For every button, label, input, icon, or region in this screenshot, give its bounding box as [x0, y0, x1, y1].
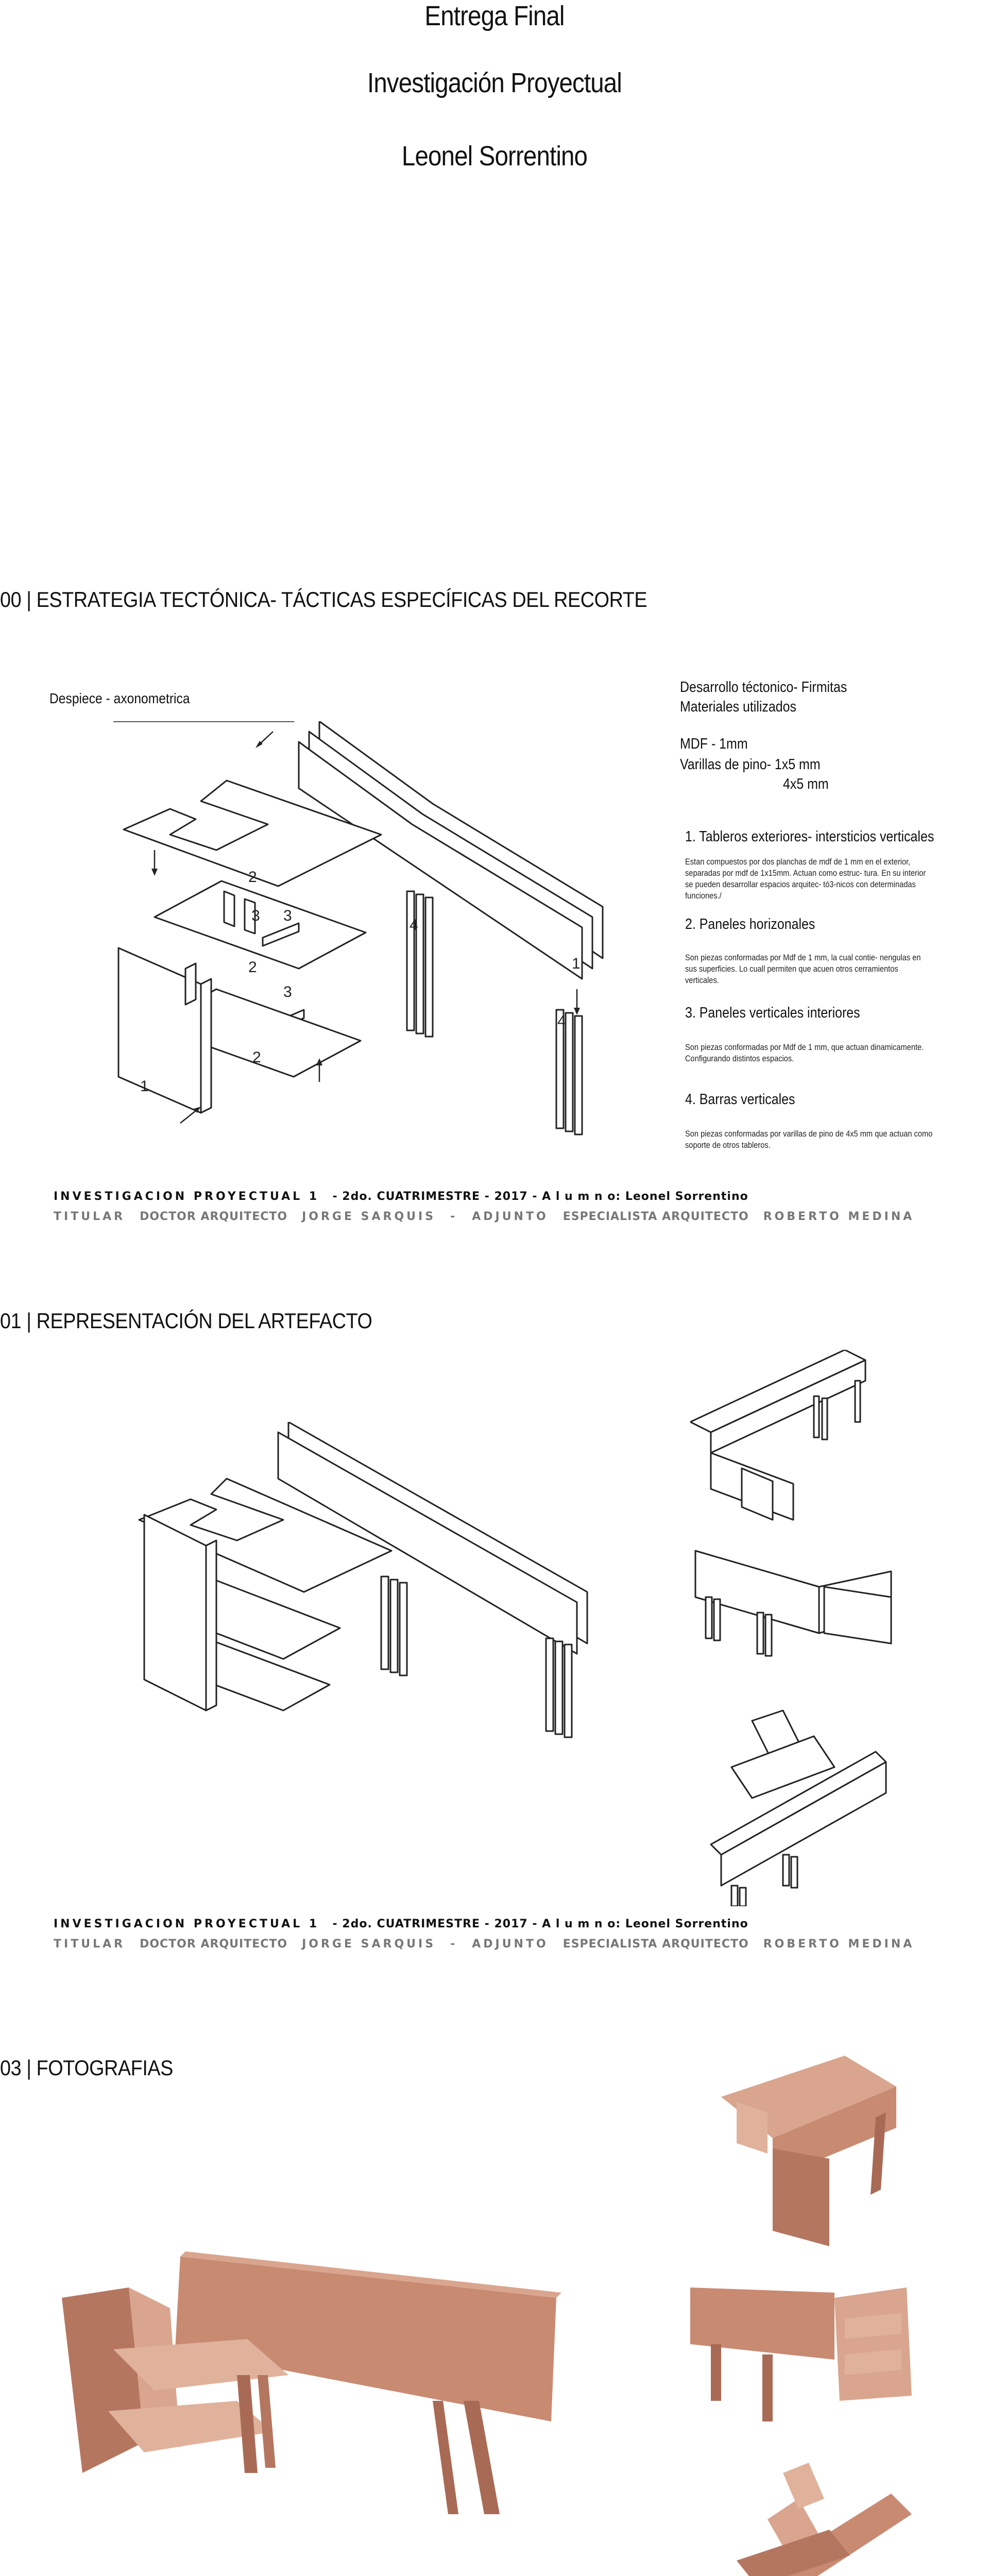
adjunto-degree: ESPECIALISTA ARQUITECTO	[562, 1938, 749, 1951]
adjunto-degree: ESPECIALISTA ARQUITECTO	[562, 1210, 749, 1223]
part-number: 3	[251, 907, 260, 924]
material-varillas-size: 4x5 mm	[783, 776, 829, 792]
course-details: - 2do. CUATRIMESTRE - 2017 - A l u m n o: Leonel Sorrentino	[332, 1918, 748, 1930]
despiece-label: Despiece - axonometrica	[49, 690, 190, 706]
part-number: 3	[283, 907, 292, 924]
part-number: 2	[252, 1049, 261, 1066]
model-photo-3	[706, 2442, 917, 2576]
cover-title: Entrega Final	[424, 1, 565, 31]
component-1-description: Estan compuestos por dos planchas de mdf de 1 mm en el exterior, separadas por mdf de 1x15mm. Actuan como estruc- tura. En su interior se pueden desarrollar espacios arquitec- tó3-nicos con determinadas funciones./	[685, 857, 926, 901]
credits-block	[54, 1190, 929, 1223]
component-2-heading: 2. Paneles horizonales	[685, 916, 815, 933]
adjunto-label: ADJUNTO	[472, 1210, 549, 1223]
cover-subtitle: Investigación Proyectual	[367, 67, 622, 98]
credits-separator: -	[450, 1938, 458, 1951]
component-3-description: Son piezas conformadas por Mdf de 1 mm, que actuan dinamicamente. Configurando distintos espacios.	[685, 1042, 924, 1063]
section-03-title: 03 | FOTOGRAFIAS	[0, 2056, 173, 2080]
exploded-axonometric-diagram	[113, 721, 618, 1164]
adjunto-label: ADJUNTO	[472, 1938, 549, 1951]
section-01-title: 01 | REPRESENTACIÓN DEL ARTEFACTO	[0, 1309, 372, 1333]
section-00-title: 00 | ESTRATEGIA TECTÓNICA- TÁCTICAS ESPECÍFICAS DEL RECORTE	[0, 587, 647, 612]
artifact-view-1	[690, 1350, 907, 1535]
component-3-heading: 3. Paneles verticales interiores	[685, 1005, 860, 1021]
part-number: 1	[572, 955, 581, 972]
adjunto-name: ROBERTO MEDINA	[763, 1210, 915, 1223]
materials-subtitle: Materiales utilizados	[680, 699, 796, 715]
titular-degree: DOCTOR ARQUITECTO	[140, 1938, 288, 1951]
credits-separator: -	[450, 1210, 458, 1223]
horizontal-panel-middle	[155, 881, 366, 969]
component-4-heading: 4. Barras verticales	[685, 1091, 795, 1108]
materials-title: Desarrollo téctonico- Firmitas	[680, 679, 847, 696]
material-mdf: MDF - 1mm	[680, 736, 748, 752]
part-number: 2	[248, 959, 257, 976]
credits-block	[54, 1918, 929, 1951]
model-photo-1	[711, 2056, 907, 2262]
panel-left-exterior	[118, 948, 211, 1113]
cover-author: Leonel Sorrentino	[401, 141, 588, 172]
titular-name: JORGE SARQUIS	[302, 1210, 436, 1223]
component-1-heading: 1. Tableros exteriores- intersticios verticales	[685, 828, 934, 845]
part-number: 3	[283, 984, 292, 1001]
course-name: INVESTIGACION PROYECTUAL 1	[54, 1190, 320, 1203]
titular-label: TITULAR	[54, 1210, 126, 1223]
titular-degree: DOCTOR ARQUITECTO	[140, 1210, 288, 1223]
model-photo-2	[690, 2277, 917, 2427]
model-photo-main	[52, 2246, 567, 2514]
titular-name: JORGE SARQUIS	[302, 1938, 436, 1951]
titular-label: TITULAR	[54, 1938, 126, 1951]
artifact-axonometric-main	[134, 1422, 598, 1741]
course-name: INVESTIGACION PROYECTUAL 1	[54, 1918, 320, 1930]
artifact-view-3	[701, 1690, 907, 1906]
material-varillas: Varillas de pino- 1x5 mm	[680, 756, 821, 773]
part-number: 1	[140, 1078, 149, 1095]
part-number: 4	[557, 1013, 566, 1030]
component-4-description: Son piezas conformadas por varillas de pino de 4x5 mm que actuan como soporte de otros tableros.	[685, 1129, 933, 1150]
vertical-bars-left	[407, 891, 433, 1037]
component-2-description: Son piezas conformadas por Mdf de 1 mm, la cual contie- nengulas en sus superficies. Lo cuall permiten que acuen otros cerramientos verticales.	[685, 953, 921, 985]
adjunto-name: ROBERTO MEDINA	[763, 1938, 915, 1951]
artifact-view-2	[685, 1540, 907, 1674]
course-details: - 2do. CUATRIMESTRE - 2017 - A l u m n o: Leonel Sorrentino	[332, 1190, 748, 1203]
part-number: 4	[410, 917, 418, 934]
part-number: 2	[248, 869, 257, 886]
